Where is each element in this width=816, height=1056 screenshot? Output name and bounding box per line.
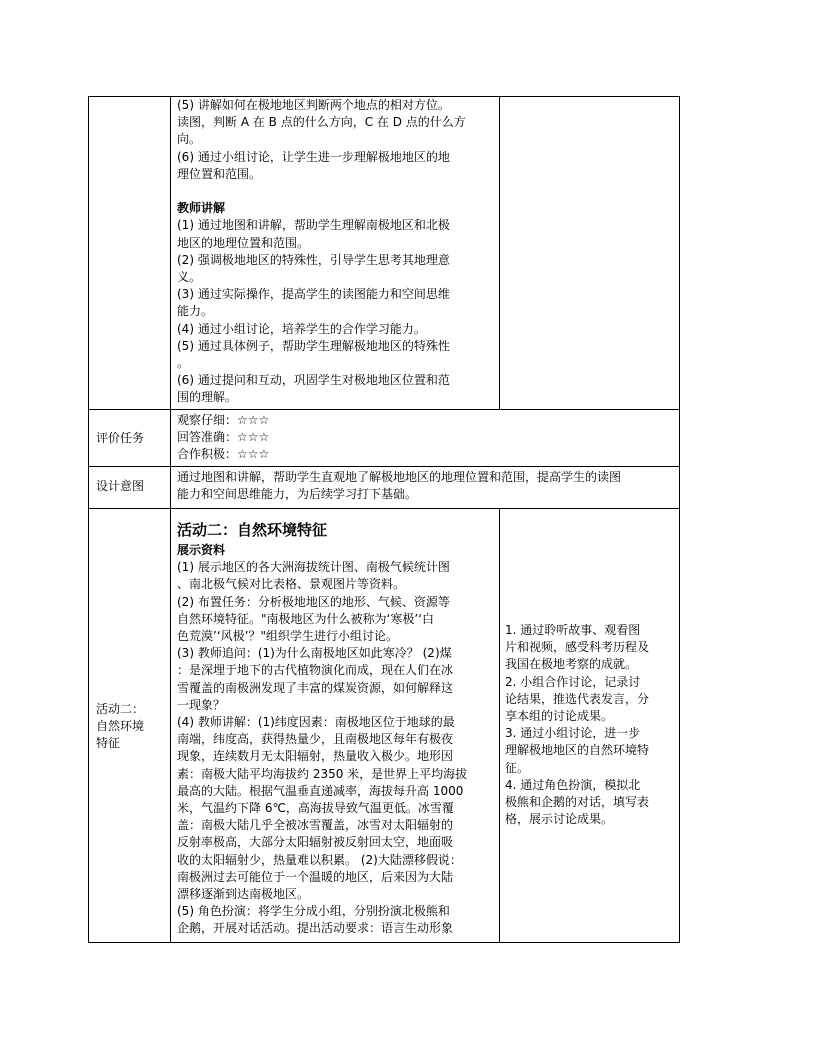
text-line: (4) 通过小组讨论，培养学生的合作学习能力。 xyxy=(177,321,426,336)
student-activity-line: 4. 通过角色扮演，模拟北 xyxy=(505,777,641,792)
text-line: 。 xyxy=(177,356,190,371)
blank-line xyxy=(177,183,497,200)
text-line: 漂移逐渐到达南极地区。 xyxy=(177,887,310,902)
design-intent-label: 设计意图 xyxy=(96,479,145,493)
table-border-bottom xyxy=(88,942,680,943)
evaluation-criterion: 回答准确： xyxy=(177,430,238,445)
text-line: 、南北极气候对比表格、景观图片等资料。 xyxy=(177,577,406,592)
star-rating-icon: ☆☆☆ xyxy=(237,430,270,445)
text-line: 盖：南极大陆几乎全被冰雪覆盖，冰雪对太阳辐射的 xyxy=(177,818,454,833)
text-line: ：是深埋于地下的古代植物演化而成，现在人们在冰 xyxy=(177,663,454,678)
text-line: (3) 通过实际操作，提高学生的读图能力和空间思维 xyxy=(177,287,450,302)
explanation-list-b xyxy=(177,217,497,406)
star-rating-icon: ☆☆☆ xyxy=(237,413,270,427)
teacher-activity-cell xyxy=(177,97,497,407)
text-line: 围的理解。 xyxy=(177,390,238,405)
text-line: (2) 强调极地地区的特殊性，引导学生思考其地理意 xyxy=(177,252,450,267)
student-activity-line: 1. 通过聆听故事、观看图 xyxy=(505,623,641,637)
text-line: (1) 通过地图和讲解，帮助学生理解南极地区和北极 xyxy=(177,218,450,233)
student-activity-line: 我国在极地考察的成就。 xyxy=(505,657,638,672)
text-line: 能力和空间思维能力，为后续学习打下基础。 xyxy=(177,487,418,502)
student-activity-line: 极熊和企鹅的对话，填写表 xyxy=(505,795,650,810)
student-activity-line: 征。 xyxy=(505,760,530,775)
student-activity-line: 理解极地地区的自然环境特 xyxy=(505,743,650,758)
text-line: (5) 讲解如何在极地地区判断两个地点的相对方位。 xyxy=(177,98,450,112)
table-border-col2-top xyxy=(499,96,500,410)
text-line: 能力。 xyxy=(177,304,214,319)
text-line: 南端，纬度高，获得热量少，且南极地区每年有极夜 xyxy=(177,732,454,747)
student-activity-line: 享本组的讨论成果。 xyxy=(505,709,614,724)
text-line: (1) 展示地区的各大洲海拔统计图、南极气候统计图 xyxy=(177,560,450,575)
text-line: 一现象？ xyxy=(177,697,226,712)
evaluation-criterion: 合作积极： xyxy=(177,447,238,462)
table-border-row1-bottom xyxy=(88,409,680,410)
activity2-label xyxy=(96,701,144,752)
table-border-col1 xyxy=(170,96,171,943)
text-line: 雪覆盖的南极洲发现了丰富的煤炭资源，如何解释这 xyxy=(177,680,454,695)
text-line: (3) 教师追问：(1)为什么南极地区如此寒冷？ (2)煤 xyxy=(177,646,452,661)
text-line: (5) 角色扮演：将学生分成小组，分别扮演北极熊和 xyxy=(177,904,450,919)
activity2-teacher-cell xyxy=(177,520,497,938)
text-line: 义。 xyxy=(177,270,202,285)
activity2-label-line2: 自然环境 xyxy=(96,719,145,733)
text-line: (6) 通过提问和互动，巩固学生对极地地区位置和范 xyxy=(177,373,450,388)
activity2-subheading: 展示资料 xyxy=(177,543,226,557)
text-line: 自然环境特征。"南极地区为什么被称为‘寒极’‘白 xyxy=(177,611,434,626)
student-activity-line: 片和视频，感受科考历程及 xyxy=(505,640,650,655)
evaluation-label: 评价任务 xyxy=(96,431,145,445)
evaluation-items xyxy=(177,412,497,464)
activity2-title: 活动二：自然环境特征 xyxy=(177,521,328,539)
text-line: 地区的地理位置和范围。 xyxy=(177,235,310,250)
text-line: 收的太阳辐射少，热量难以积累。 (2)大陆漂移假说： xyxy=(177,852,462,867)
student-activity-line: 2. 小组合作讨论，记录讨 xyxy=(505,674,641,689)
activity2-student-cell xyxy=(505,622,677,828)
student-activity-line: 论结果，推选代表发言，分 xyxy=(505,691,650,706)
text-line: (2) 布置任务：分析极地地区的地形、气候、资源等 xyxy=(177,594,450,609)
text-line: 通过地图和讲解，帮助学生直观地了解极地地区的地理位置和范围，提高学生的读图 xyxy=(177,470,622,484)
text-line: (5) 通过具体例子，帮助学生理解极地地区的特殊性 xyxy=(177,338,450,353)
activity2-label-line1: 活动二： xyxy=(96,702,145,716)
star-rating-icon: ☆☆☆ xyxy=(237,447,270,462)
text-line: 南极洲过去可能位于一个温暖的地区，后来因为大陆 xyxy=(177,869,454,884)
text-line: 色荒漠’‘风极’？"组织学生进行小组讨论。 xyxy=(177,629,398,644)
evaluation-item xyxy=(177,429,497,446)
table-border-right xyxy=(679,96,680,943)
evaluation-criterion: 观察仔细： xyxy=(177,413,238,427)
student-activity-line: 3. 通过小组讨论，进一步 xyxy=(505,726,641,741)
text-line: 反射率极高，大部分太阳辐射被反射回太空，地面吸 xyxy=(177,835,454,850)
evaluation-item xyxy=(177,412,497,429)
table-border-row2-bottom xyxy=(88,466,680,467)
design-intent-text xyxy=(177,469,677,503)
table-border-left xyxy=(88,96,89,943)
table-border-col2-bottom xyxy=(499,508,500,943)
text-line: (4) 教师讲解：(1)纬度因素：南极地区位于地球的最 xyxy=(177,715,455,730)
explanation-list-a xyxy=(177,97,497,183)
text-line: 素：南极大陆平均海拔约 2350 米，是世界上平均海拔 xyxy=(177,766,468,781)
text-line: 米，气温约下降 6℃，高海拔导致气温更低。冰雪覆 xyxy=(177,801,454,816)
evaluation-item xyxy=(177,446,497,463)
student-activity-line: 格，展示讨论成果。 xyxy=(505,812,614,827)
text-line: 最高的大陆。根据气温垂直递减率，海拔每升高 1000 xyxy=(177,783,464,798)
text-line: 向。 xyxy=(177,132,202,147)
text-line: (6) 通过小组讨论，让学生进一步理解极地地区的地 xyxy=(177,149,450,164)
text-line: 企鹅，开展对话活动。提出活动要求：语言生动形象 xyxy=(177,921,454,936)
text-line: 现象，连续数月无太阳辐射，热量收入极少。地形因 xyxy=(177,749,454,764)
table-border-row3-bottom xyxy=(88,508,680,509)
activity2-content xyxy=(177,559,497,937)
activity2-label-line3: 特征 xyxy=(96,736,121,750)
text-line: 读图，判断 A 在 B 点的什么方向，C 在 D 点的什么方 xyxy=(177,115,466,130)
text-line: 理位置和范围。 xyxy=(177,166,262,181)
teacher-explain-heading: 教师讲解 xyxy=(177,201,226,216)
